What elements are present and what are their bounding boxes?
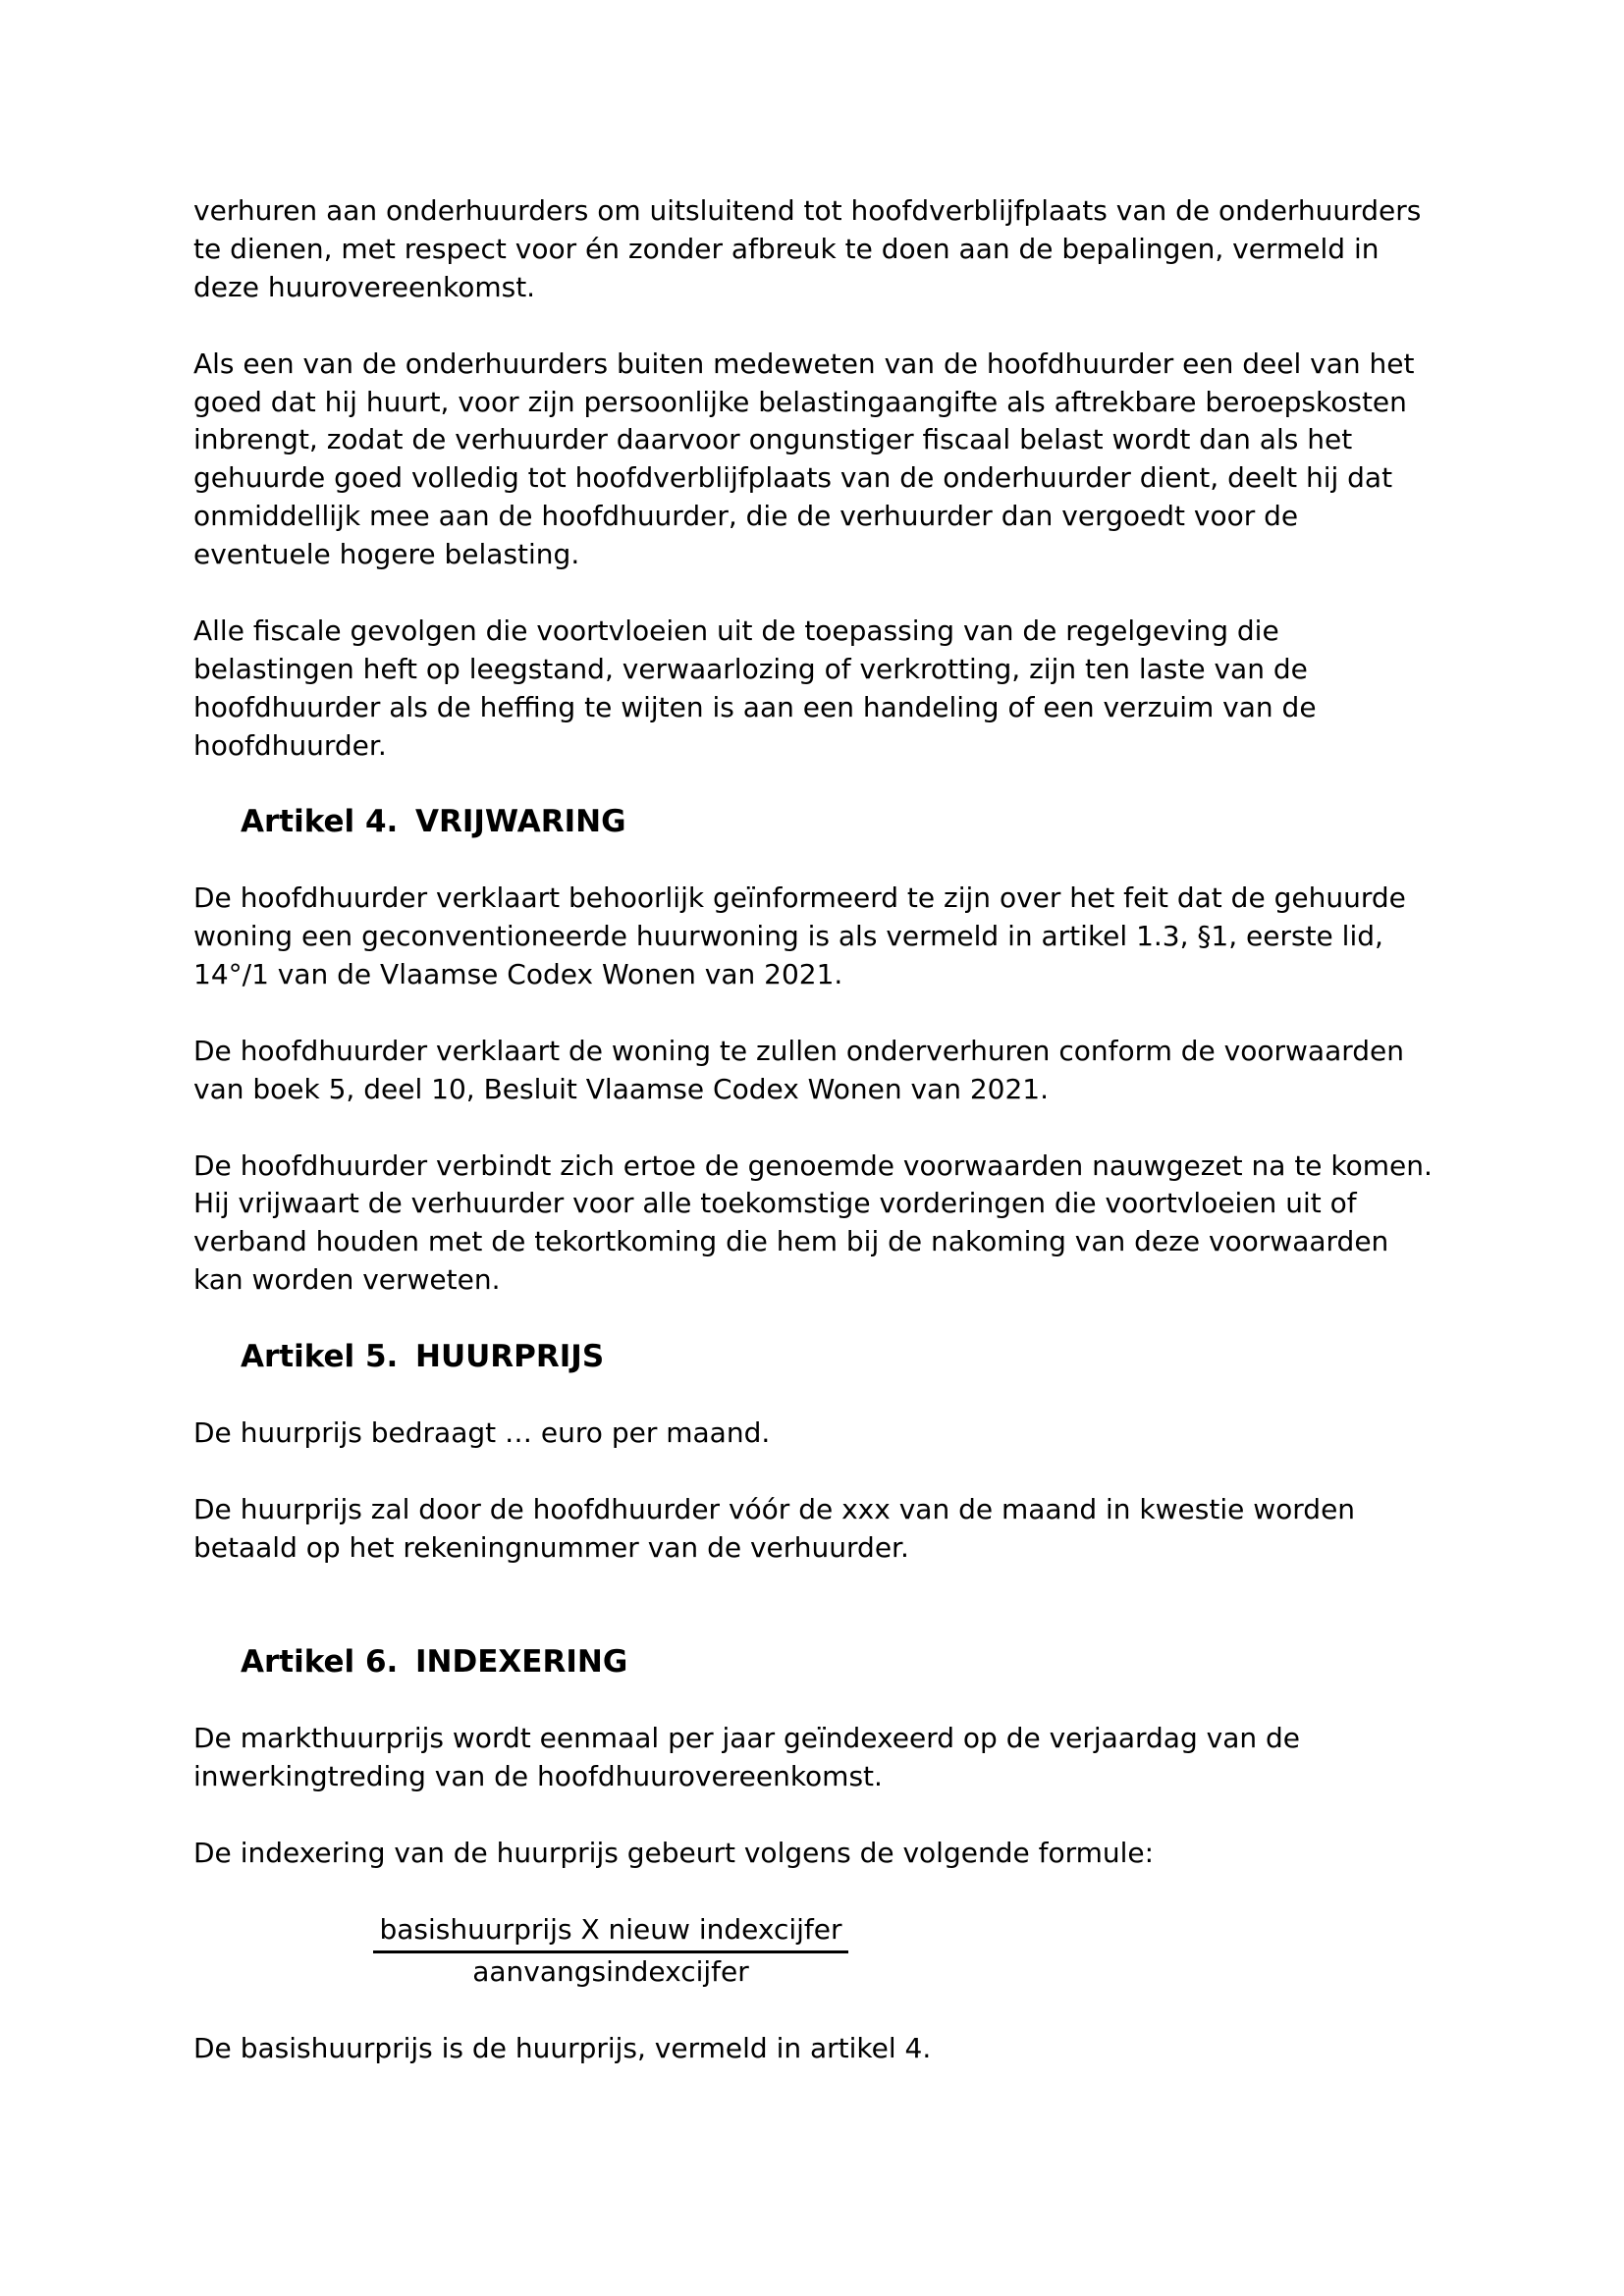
article-title: VRIJWARING	[415, 804, 626, 840]
text-line: onmiddellijk mee aan de hoofdhuurder, die de verhuurder dan vergoedt voor de	[193, 500, 1299, 533]
text-line: eventuele hogere belasting.	[193, 538, 580, 571]
paragraph-informed-declaration	[193, 880, 1487, 994]
text-line: Hij vrijwaart de verhuurder voor alle toekomstige vorderingen die voortvloeien uit of	[193, 1187, 1357, 1220]
text-line: 14°/1 van de Vlaamse Codex Wonen van 2021.	[193, 958, 843, 991]
text-line: te dienen, met respect voor én zonder afbreuk te doen aan de bepalingen, vermeld in	[193, 232, 1380, 265]
text-line: gehuurde goed volledig tot hoofdverblijfplaats van de onderhuurder dient, deelt hij dat	[193, 461, 1393, 495]
text-line: inwerkingtreding van de hoofdhuurovereenkomst.	[193, 1759, 883, 1792]
text-line: van boek 5, deel 10, Besluit Vlaamse Codex Wonen van 2021.	[193, 1072, 1050, 1105]
formula-numerator: basishuurprijs X nieuw indexcijfer	[373, 1911, 847, 1954]
text-line: verband houden met de tekortkoming die hem bij de nakoming van deze voorwaarden	[193, 1225, 1389, 1258]
paragraph-base-rent	[193, 2030, 1487, 2068]
paragraph-commitment	[193, 1148, 1487, 1301]
text-line: De huurprijs zal door de hoofdhuurder vóór de xxx van de maand in kwestie worden	[193, 1492, 1356, 1525]
heading-artikel-4	[193, 803, 1487, 841]
text-line: De markthuurprijs wordt eenmaal per jaar geïndexeerd op de verjaardag van de	[193, 1722, 1300, 1755]
article-number: Artikel 4.	[241, 804, 399, 840]
article-number: Artikel 6.	[241, 1644, 399, 1681]
text-line: De basishuurprijs is de huurprijs, vermeld in artikel 4.	[193, 2032, 932, 2065]
paragraph-sublease-purpose	[193, 192, 1487, 307]
paragraph-tax-deduction	[193, 346, 1487, 574]
text-line: hoofdhuurder als de heffing te wijten is aan een handeling of een verzuim van de	[193, 690, 1317, 723]
text-line: kan worden verweten.	[193, 1263, 501, 1297]
paragraph-indexation-formula-intro	[193, 1835, 1487, 1873]
text-line: betaald op het rekeningnummer van de verhuurder.	[193, 1530, 909, 1564]
paragraph-rent-amount	[193, 1415, 1487, 1453]
index-formula	[193, 1911, 1028, 1993]
paragraph-payment	[193, 1491, 1487, 1568]
heading-artikel-6	[193, 1643, 1487, 1682]
text-line: belastingen heft op leegstand, verwaarlozing of verkrotting, zijn ten laste van de	[193, 652, 1308, 685]
text-line: De hoofdhuurder verbindt zich ertoe de genoemde voorwaarden nauwgezet na te komen.	[193, 1148, 1433, 1182]
article-title: HUURPRIJS	[415, 1339, 605, 1375]
text-line: De hoofdhuurder verklaart de woning te zullen onderverhuren conform de voorwaarden	[193, 1034, 1405, 1067]
text-line: woning een geconventioneerde huurwoning is als vermeld in artikel 1.3, §1, eerste lid,	[193, 920, 1383, 953]
text-line: inbrengt, zodat de verhuurder daarvoor ongunstiger fiscaal belast wordt dan als het	[193, 423, 1353, 456]
text-line: verhuren aan onderhuurders om uitsluitend tot hoofdverblijfplaats van de onderhuurders	[193, 194, 1422, 227]
text-line: De hoofdhuurder verklaart behoorlijk geïnformeerd te zijn over het feit dat de gehuurde	[193, 881, 1406, 915]
article-title: INDEXERING	[415, 1644, 628, 1681]
heading-artikel-5	[193, 1338, 1487, 1376]
formula-denominator: aanvangsindexcijfer	[472, 1955, 749, 1989]
formula-line	[193, 1911, 1028, 1954]
text-line: deze huurovereenkomst.	[193, 270, 536, 303]
formula-line	[193, 1953, 1028, 1992]
text-line: De indexering van de huurprijs gebeurt volgens de volgende formule:	[193, 1836, 1155, 1869]
paragraph-fiscal-consequences	[193, 613, 1487, 766]
article-number: Artikel 5.	[241, 1339, 399, 1375]
paragraph-sublease-conditions	[193, 1033, 1487, 1109]
paragraph-indexation-yearly	[193, 1720, 1487, 1796]
text-line: hoofdhuurder.	[193, 728, 387, 762]
text-line: goed dat hij huurt, voor zijn persoonlijke belastingaangifte als aftrekbare beroepskosten	[193, 385, 1407, 418]
text-line: De huurprijs bedraagt … euro per maand.	[193, 1415, 771, 1449]
text-line: Alle fiscale gevolgen die voortvloeien uit de toepassing van de regelgeving die	[193, 614, 1279, 647]
text-line: Als een van de onderhuurders buiten medeweten van de hoofdhuurder een deel van het	[193, 347, 1415, 380]
